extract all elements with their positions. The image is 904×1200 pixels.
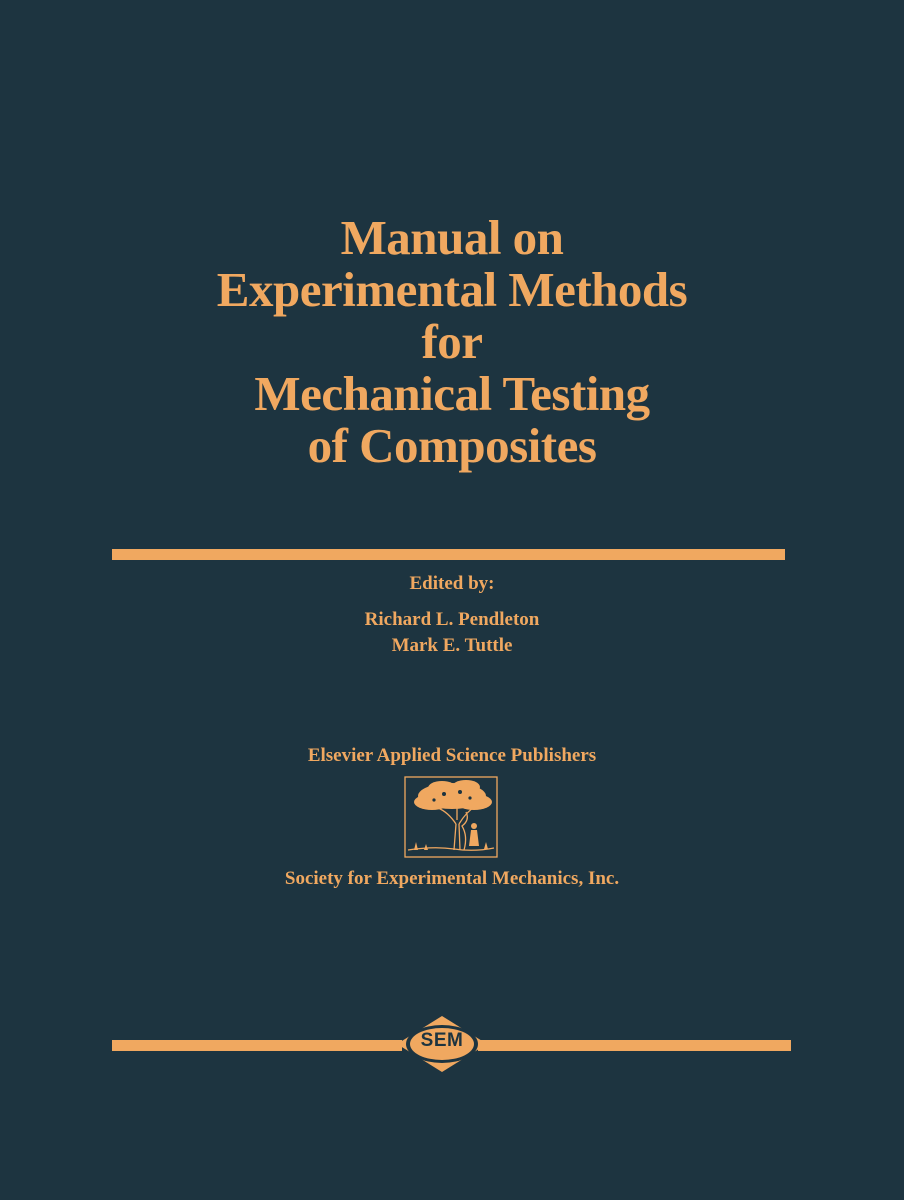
book-title — [0, 212, 904, 472]
bottom-divider-right — [478, 1040, 791, 1051]
title-line: of Composites — [307, 418, 597, 473]
title-line: Mechanical Testing — [254, 366, 650, 421]
title-line: Manual on — [340, 210, 564, 265]
top-divider — [112, 549, 785, 560]
editor-name: Mark E. Tuttle — [391, 635, 513, 656]
editor-name: Richard L. Pendleton — [364, 609, 540, 630]
society-name: Society for Experimental Mechanics, Inc. — [284, 868, 620, 889]
title-line: for — [421, 314, 483, 369]
elsevier-tree-icon — [404, 776, 498, 858]
publisher-name: Elsevier Applied Science Publishers — [307, 745, 597, 766]
sem-logo-text: SEM — [420, 1030, 464, 1051]
bottom-divider-left — [112, 1040, 402, 1051]
title-line: Experimental Methods — [216, 262, 688, 317]
edited-by-label: Edited by: — [409, 573, 495, 594]
